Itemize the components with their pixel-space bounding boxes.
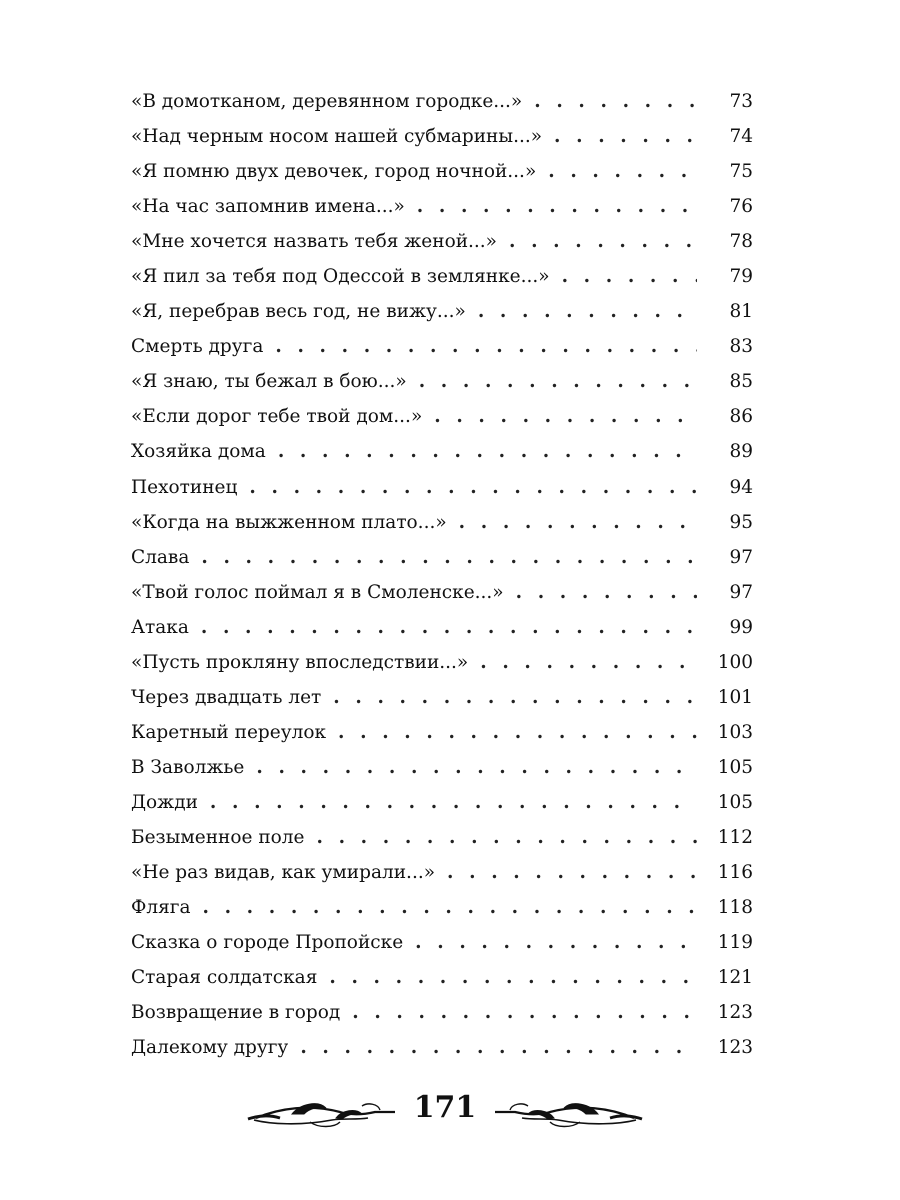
toc-entry-title: Каретный переулок <box>131 721 327 743</box>
toc-entry-title: Безыменное поле <box>131 826 305 848</box>
toc-entry-page: 119 <box>717 932 753 954</box>
toc-entry-title: Дожди <box>131 791 198 813</box>
toc-entry-page: 112 <box>717 826 753 848</box>
dot-leader <box>338 715 697 750</box>
toc-entry-title: «Я знаю, ты бежал в бою...» <box>131 371 407 393</box>
toc-entry-title: «На час запомнив имена...» <box>131 196 405 218</box>
toc-entry-title: Хозяйка дома <box>131 441 266 463</box>
toc-entry-page: 74 <box>729 126 753 148</box>
toc-entry-title: Слава <box>131 546 190 568</box>
toc-entry-page: 85 <box>729 371 753 393</box>
toc-entry-page: 99 <box>729 616 753 638</box>
toc-entry-page: 81 <box>729 301 753 323</box>
toc-entry-title: «Твой голос поймал я в Смоленске...» <box>131 581 504 603</box>
toc-entry-page: 105 <box>717 791 753 813</box>
toc-entry-page: 123 <box>717 1002 753 1024</box>
toc-entry-page: 83 <box>729 336 753 358</box>
toc-entry-page: 86 <box>729 406 753 428</box>
toc-entry-title: «Я пил за тебя под Одессой в землянке...» <box>131 266 550 288</box>
toc-entry-page: 89 <box>729 441 753 463</box>
page-number: 171 <box>395 1088 495 1128</box>
dot-leader <box>352 995 697 1030</box>
dot-leader <box>329 960 697 995</box>
table-of-contents <box>131 84 753 1065</box>
toc-entry-page: 97 <box>729 581 753 603</box>
dot-leader <box>300 1030 697 1065</box>
dot-leader <box>509 224 697 259</box>
dot-leader <box>317 820 698 855</box>
toc-entry-title: «Не раз видав, как умирали...» <box>131 862 436 884</box>
toc-entry-title: Фляга <box>131 897 191 919</box>
toc-entry <box>131 680 753 715</box>
toc-entry-page: 123 <box>717 1037 753 1059</box>
dot-leader <box>419 364 697 399</box>
dot-leader <box>201 540 697 575</box>
dot-leader <box>534 84 697 119</box>
toc-entry-page: 95 <box>729 511 753 533</box>
toc-entry-title: Старая солдатская <box>131 967 318 989</box>
dot-leader <box>516 575 697 610</box>
toc-entry <box>131 84 753 119</box>
dot-leader <box>278 434 697 469</box>
toc-entry-title: «Над черным носом нашей субмарины...» <box>131 126 543 148</box>
toc-entry <box>131 505 753 540</box>
toc-entry <box>131 329 753 364</box>
dot-leader <box>554 119 697 154</box>
toc-entry-page: 79 <box>729 266 753 288</box>
dot-leader <box>333 680 697 715</box>
toc-entry <box>131 750 753 785</box>
toc-entry <box>131 434 753 469</box>
dot-leader <box>459 505 697 540</box>
dot-leader <box>415 925 697 960</box>
dot-leader <box>562 259 697 294</box>
toc-entry <box>131 259 753 294</box>
toc-entry <box>131 1030 753 1065</box>
page-footer <box>240 1082 650 1138</box>
dot-leader <box>548 154 697 189</box>
toc-entry-title: Сказка о городе Пропойске <box>131 932 404 954</box>
toc-entry <box>131 925 753 960</box>
toc-entry-page: 76 <box>729 196 753 218</box>
toc-entry-title: В Заволжье <box>131 756 245 778</box>
toc-entry-title: «В домотканом, деревянном городке...» <box>131 91 523 112</box>
toc-entry <box>131 890 753 925</box>
toc-entry-page: 100 <box>717 651 753 673</box>
toc-entry-title: «Я помню двух девочек, город ночной...» <box>131 161 537 183</box>
toc-entry-title: «Если дорог тебе твой дом...» <box>131 406 423 428</box>
dot-leader <box>203 890 697 925</box>
toc-entry-title: «Когда на выжженном плато...» <box>131 511 447 533</box>
toc-entry-page: 116 <box>717 862 753 884</box>
toc-entry <box>131 610 753 645</box>
toc-entry-page: 94 <box>729 476 753 498</box>
toc-entry <box>131 189 753 224</box>
dot-leader <box>478 294 697 329</box>
toc-entry-page: 73 <box>729 91 753 112</box>
toc-entry <box>131 715 753 750</box>
toc-entry-title: Атака <box>131 616 189 638</box>
toc-entry <box>131 540 753 575</box>
dot-leader <box>201 610 697 645</box>
toc-entry-page: 97 <box>729 546 753 568</box>
dot-leader <box>447 855 697 890</box>
toc-entry-page: 78 <box>729 231 753 253</box>
toc-entry <box>131 364 753 399</box>
toc-entry-title: «Пусть прокляну впоследствии...» <box>131 651 469 673</box>
toc-entry <box>131 785 753 820</box>
toc-entry <box>131 399 753 434</box>
dot-leader <box>256 750 697 785</box>
toc-entry <box>131 960 753 995</box>
toc-entry <box>131 820 753 855</box>
toc-entry <box>131 470 753 505</box>
dot-leader <box>480 645 697 680</box>
toc-entry <box>131 154 753 189</box>
toc-entry <box>131 294 753 329</box>
toc-entry-title: Через двадцать лет <box>131 686 322 708</box>
toc-entry-title: Пехотинец <box>131 476 238 498</box>
toc-entry <box>131 224 753 259</box>
toc-entry-title: Возвращение в город <box>131 1002 341 1024</box>
dot-leader <box>249 470 697 505</box>
toc-entry-page: 103 <box>717 721 753 743</box>
toc-entry-title: Смерть друга <box>131 336 264 358</box>
toc-entry-page: 75 <box>729 161 753 183</box>
dot-leader <box>275 329 697 364</box>
dot-leader <box>434 399 697 434</box>
toc-entry <box>131 995 753 1030</box>
toc-entry-page: 118 <box>717 897 753 919</box>
toc-entry-title: «Я, перебрав весь год, не вижу...» <box>131 301 466 323</box>
toc-entry-title: Далекому другу <box>131 1037 289 1059</box>
toc-entry-page: 105 <box>717 756 753 778</box>
toc-entry <box>131 119 753 154</box>
toc-entry <box>131 855 753 890</box>
toc-entry <box>131 575 753 610</box>
toc-entry-page: 121 <box>717 967 753 989</box>
toc-entry-title: «Мне хочется назвать тебя женой...» <box>131 231 497 253</box>
dot-leader <box>417 189 697 224</box>
toc-entry-page: 101 <box>717 686 753 708</box>
dot-leader <box>210 785 697 820</box>
toc-entry <box>131 645 753 680</box>
